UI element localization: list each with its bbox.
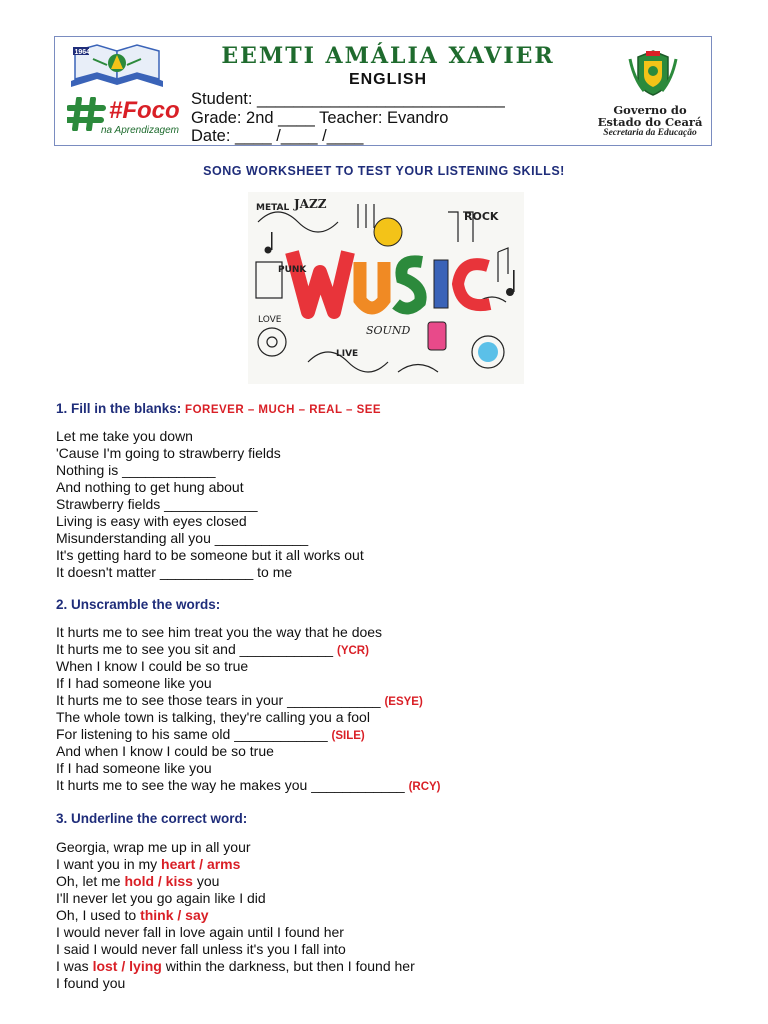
lyric-line: Nothing is ____________ [56, 462, 216, 478]
lyric-text: Georgia, wrap me up in all your [56, 839, 251, 855]
date-line: Date: ____ /____ /____ [191, 127, 364, 145]
scrambled-word-hint: (SILE) [331, 730, 365, 742]
lyric-line: It's getting hard to be someone but it all works out [56, 547, 364, 563]
lyric-text: If I had someone like you [56, 675, 212, 691]
lyric-text: For listening to his same old ____________ [56, 726, 332, 742]
section-3-heading: 3. Underline the correct word: [56, 811, 248, 826]
art-doodle-jazz: JAZZ [294, 197, 327, 211]
lyric-text: It hurts me to see those tears in your ____________ [56, 692, 385, 708]
lyric-line: It doesn't matter ____________ to me [56, 564, 293, 580]
lyric-text: I found you [56, 975, 126, 991]
lyric-line [56, 924, 415, 941]
section-1-heading [56, 401, 381, 416]
logo-year: 1964 [74, 49, 91, 56]
lyric-line: Strawberry fields ____________ [56, 496, 258, 512]
foco-logo-text: #Foco [109, 97, 180, 124]
lyric-line: Let me take you down [56, 428, 193, 444]
section-3-lyrics [56, 839, 415, 992]
lyric-text: And when I know I could be so true [56, 743, 274, 759]
word-choice[interactable]: hold / kiss [124, 873, 193, 889]
lyric-line [56, 675, 441, 692]
lyric-text: I would never fall in love again until I found her [56, 924, 344, 940]
lyric-line [56, 692, 441, 709]
lyric-text: you [192, 873, 220, 889]
lyric-text: It hurts me to see him treat you the way that he does [56, 624, 383, 640]
lyric-text: I said I would never fall unless it's you I fall into [56, 941, 346, 957]
word-choice[interactable]: lost / lying [92, 958, 162, 974]
art-doodle-sound: SOUND [366, 324, 411, 337]
lyric-line [56, 743, 441, 760]
lyric-line [56, 941, 415, 958]
section-2-lyrics [56, 624, 441, 794]
student-line: Student: ___________________________ [191, 90, 505, 108]
school-logo-icon [67, 41, 167, 93]
section-1-word-options: FOREVER – MUCH – REAL – SEE [185, 404, 382, 416]
lyric-line [56, 777, 441, 794]
lyric-line [56, 839, 415, 856]
school-name: EEMTI AMÁLIA XAVIER [221, 43, 555, 69]
government-line-1: Governo do [613, 103, 687, 117]
art-doodle-live: LIVE [336, 349, 359, 359]
grade-teacher-line: Grade: 2nd ____ Teacher: Evandro [191, 109, 449, 127]
lyric-line [56, 726, 441, 743]
lyric-text: within the darkness, but then I found her [161, 958, 415, 974]
lyric-text: It hurts me to see you sit and ____________ [56, 641, 337, 657]
government-line-3: Secretaria da Educação [603, 128, 697, 138]
lyric-line [56, 958, 415, 975]
lyric-text: Oh, I used to [56, 907, 141, 923]
lyric-line [56, 760, 441, 777]
art-doodle-love: LOVE [258, 315, 282, 325]
lyric-text: It hurts me to see the way he makes you ____________ [56, 777, 409, 793]
header-box [54, 36, 712, 146]
art-doodle-metal: METAL [256, 203, 290, 213]
lyric-line [56, 709, 441, 726]
lyric-text: Oh, let me [56, 873, 125, 889]
lyric-text: I'll never let you go again like I did [56, 890, 266, 906]
lyric-line [56, 641, 441, 658]
lyric-line [56, 890, 415, 907]
lyric-line [56, 624, 441, 641]
art-doodle-rock: ROCK [464, 210, 499, 223]
word-choice[interactable]: think / say [140, 907, 209, 923]
lyric-line [56, 658, 441, 675]
section-1-title: 1. Fill in the blanks: [56, 401, 182, 416]
worksheet-title: SONG WORKSHEET TO TEST YOUR LISTENING SKILLS! [203, 164, 565, 178]
lyric-text: I want you in my [56, 856, 162, 872]
government-line-2: Estado do Ceará [597, 115, 703, 129]
scrambled-word-hint: (YCR) [336, 645, 369, 657]
foco-logo-subtitle: na Aprendizagem [101, 125, 180, 136]
lyric-line: 'Cause I'm going to strawberry fields [56, 445, 281, 461]
government-crest-icon [600, 49, 706, 103]
lyric-line: And nothing to get hung about [56, 479, 244, 495]
lyric-line [56, 856, 415, 873]
scrambled-word-hint: (RCY) [408, 781, 441, 793]
lyric-line [56, 907, 415, 924]
art-doodle-punk: PUNK [278, 265, 307, 275]
music-doodle-image [248, 192, 524, 384]
section-2-heading: 2. Unscramble the words: [56, 597, 221, 612]
lyric-line: Living is easy with eyes closed [56, 513, 247, 529]
lyric-line: Misunderstanding all you ____________ [56, 530, 309, 546]
lyric-line [56, 975, 415, 992]
lyric-line [56, 873, 415, 890]
lyric-text: If I had someone like you [56, 760, 212, 776]
subject-title: ENGLISH [348, 71, 428, 88]
lyric-text: When I know I could be so true [56, 658, 249, 674]
lyric-text: I was [56, 958, 93, 974]
scrambled-word-hint: (ESYE) [384, 696, 423, 708]
section-1-lyrics [56, 428, 364, 581]
word-choice[interactable]: heart / arms [161, 856, 241, 872]
lyric-text: The whole town is talking, they're calling you a fool [56, 709, 370, 725]
